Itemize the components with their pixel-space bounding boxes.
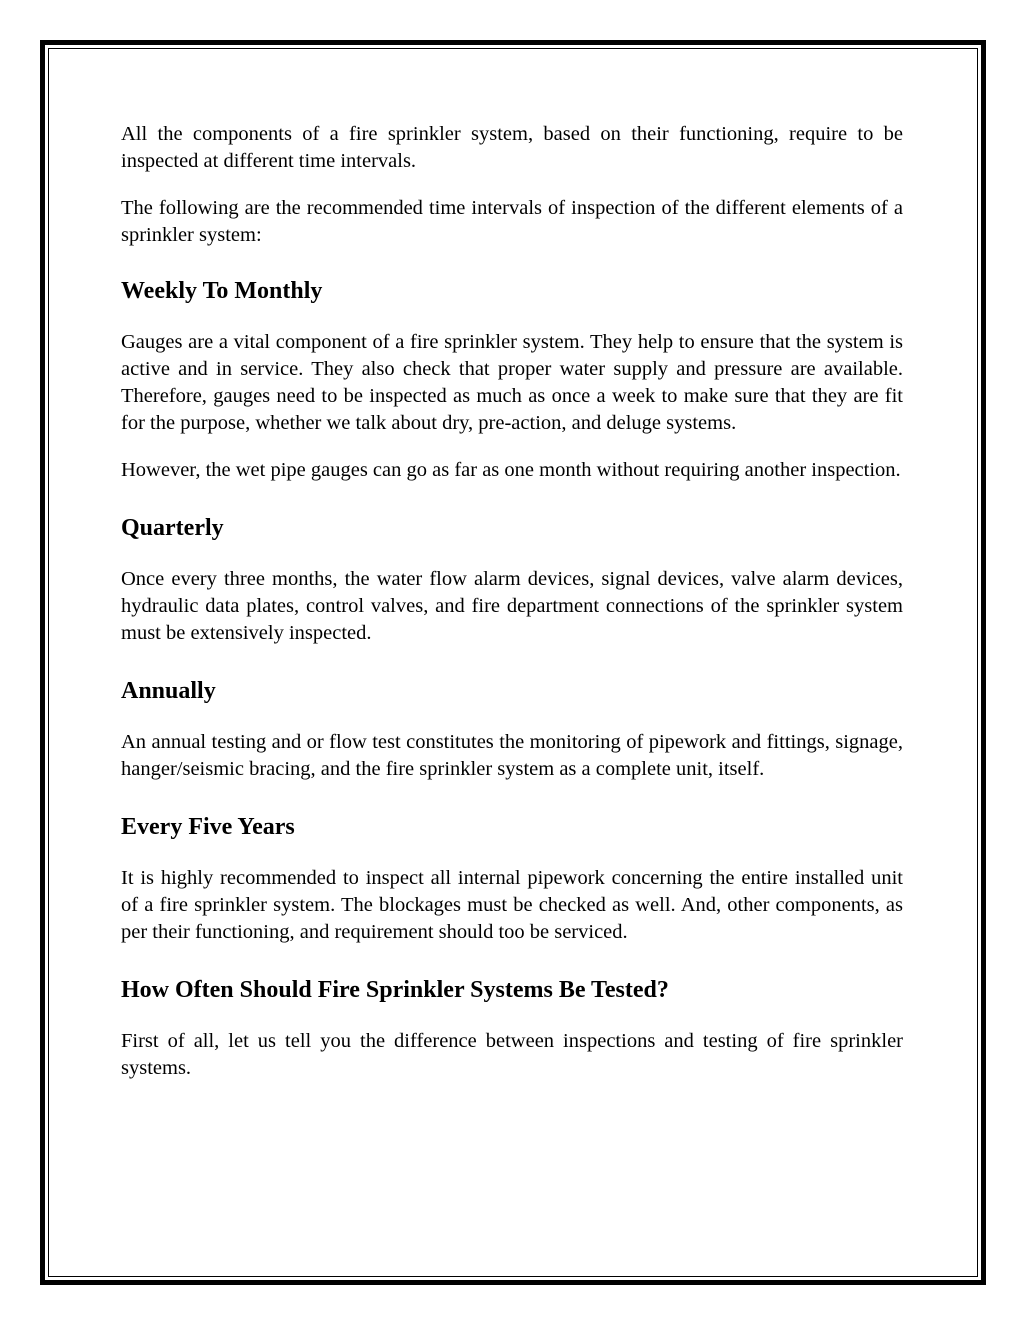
section-heading-every-five-years: Every Five Years [121, 814, 295, 840]
section-paragraph: First of all, let us tell you the difference between inspections and testing of fire sprinkler systems. [121, 1030, 903, 1079]
intro-paragraph: The following are the recommended time intervals of inspection of the different elements of a sprinkler system: [121, 197, 903, 246]
section-paragraph: Once every three months, the water flow alarm devices, signal devices, valve alarm devices, hydraulic data plates, control valves, and fire department connections of the sprinkler system must be extensively inspected. [121, 568, 903, 644]
section-heading-quarterly: Quarterly [121, 515, 224, 541]
section-paragraph: Gauges are a vital component of a fire sprinkler system. They help to ensure that the system is active and in service. They also check that proper water supply and pressure are available. Therefore, gauges need to be inspected as much as once a week to make sure that they are fit for the purpose, whether we talk about dry, pre-action, and deluge systems. [121, 331, 903, 434]
section-heading-annually: Annually [121, 678, 216, 704]
section-paragraph: It is highly recommended to inspect all internal pipework concerning the entire installed unit of a fire sprinkler system. The blockages must be checked as well. And, other components, as per their functioning, and requirement should too be serviced. [121, 867, 903, 943]
intro-paragraph: All the components of a fire sprinkler system, based on their functioning, require to be inspected at different time intervals. [121, 123, 903, 172]
document-body [121, 121, 903, 1102]
section-paragraph: However, the wet pipe gauges can go as far as one month without requiring another inspection. [121, 459, 901, 481]
section-heading-weekly-to-monthly: Weekly To Monthly [121, 278, 323, 304]
section-paragraph: An annual testing and or flow test constitutes the monitoring of pipework and fittings, signage, hanger/seismic bracing, and the fire sprinkler system as a complete unit, itself. [121, 731, 903, 780]
section-heading-testing-frequency: How Often Should Fire Sprinkler Systems Be Tested? [121, 977, 669, 1003]
